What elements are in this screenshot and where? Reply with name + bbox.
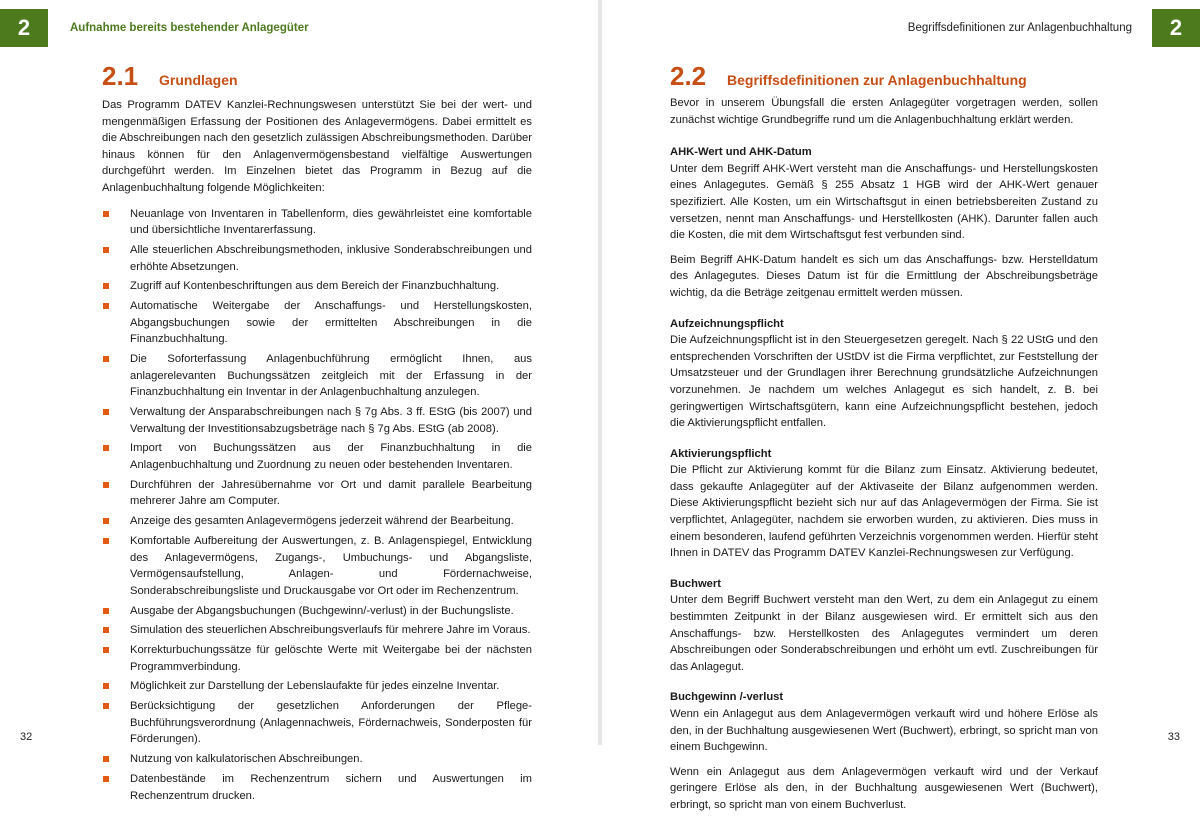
list-item-text: Import von Buchungssätzen aus der Finanzbuchhaltung in die Anlagenbuchhaltung und Zuordnung zu neuen oder bestehenden Inventaren. [130, 442, 532, 471]
term-paragraph: Unter dem Begriff Buchwert versteht man den Wert, zu dem ein Anlagegut zu einem bestimmten Zeitpunkt in der Bilanz ausgewiesen wird. Er ermittelt sich aus den Anschaffungs- bzw. Herstellkosten des Anlagegutes vermindert um deren Abschreibungen oder Sonderabschreibungen und erhöht um evtl. Zuschreibungen für das Anlagegut. [670, 594, 1098, 673]
list-item-text: Anzeige des gesamten Anlagevermögens jederzeit während der Bearbeitung. [130, 515, 514, 528]
list-item-text: Verwaltung der Ansparabschreibungen nach § 7g Abs. 3 ff. EStG (bis 2007) und Verwaltung der Investitionsabzugsbeträge nach § 7g Abs. EStG (ab 2008). [130, 406, 532, 435]
bullet-square-icon [103, 627, 109, 633]
term-heading: Aufzeichnungspflicht [670, 317, 784, 330]
bullet-square-icon [103, 445, 109, 451]
page-number: 33 [1167, 731, 1180, 743]
list-item [102, 751, 532, 768]
term-heading: Buchgewinn /-verlust [670, 691, 784, 704]
term-block [670, 316, 1098, 432]
list-item [102, 298, 532, 348]
term-paragraph: Beim Begriff AHK-Datum handelt es sich um das Anschaffungs- bzw. Herstelldatum des Anlagegutes. Dieses Datum ist für die Ermittlung der Abschreibungsbeträge wichtig, da die Beträge zeitgenau ermittelt werden müssen. [670, 253, 1098, 299]
section-heading [670, 61, 1027, 92]
chapter-number-box: 2 [0, 9, 48, 47]
list-item [102, 351, 532, 401]
list-item-text: Komfortable Aufbereitung der Auswertungen, z. B. Anlagenspiegel, Entwicklung des Anlagevermögens, Zugangs-, Umbuchungs- und Abgangsliste, Vermögensaufstellung, Anlagen- und Fördernachweise, Sonderabschreibungsliste und Druckausgabe vor Ort oder im Rechenzentrum. [130, 534, 532, 597]
list-item [102, 698, 532, 748]
intro-paragraph: Bevor in unserem Übungsfall die ersten Anlagegüter vorgetragen werden, sollen zunächst wichtige Grundbegriffe rund um die Anlagenbuchhaltung erklärt werden. [670, 97, 1098, 126]
term-paragraph: Die Pflicht zur Aktivierung kommt für die Bilanz zum Einsatz. Aktivierung bedeutet, dass gekaufte Anlagegüter auf der Aktivaseite der Bilanz aufgenommen werden. Diese Aktivierungspflicht bezieht sich nur auf das Anlagevermögen der Firma. Sie ist verpflichtet, Anlagegüter, nachdem sie erworben wurden, zu aktivieren. Dies muss in einem besonderen, laufend geführten Verzeichnis vorgenommen werden. Hierfür steht Ihnen in DATEV das Programm DATEV Kanzlei-Rechnungswesen zur Verfügung. [670, 464, 1098, 560]
list-item [102, 771, 532, 804]
list-item-text: Durchführen der Jahresübernahme vor Ort und damit parallele Bearbeitung mehrerer Jahre am Computer. [130, 478, 532, 508]
bullet-square-icon [103, 211, 109, 217]
list-item-text: Berücksichtigung der gesetzlichen Anforderungen der Pflege-Buchführungsverordnung (Anlagennachweis, Fördernachweis, Sonderposten für Förderungen). [130, 700, 532, 746]
section-number: 2.2 [670, 61, 707, 91]
list-item [102, 440, 532, 473]
term-block [670, 446, 1098, 562]
section-number: 2.1 [102, 61, 139, 91]
left-content [102, 97, 532, 807]
right-content [670, 95, 1098, 828]
running-header: Begriffsdefinitionen zur Anlagenbuchhaltung [907, 22, 1132, 34]
list-item-text: Automatische Weitergabe der Anschaffungs- und Herstellungskosten, Abgangsbuchungen sowie der ermittelten Abschreibungen in die Finanzbuchhaltung. [130, 300, 532, 346]
list-item-text: Nutzung von kalkulatorischen Abschreibungen. [130, 753, 363, 766]
left-page [0, 0, 598, 802]
list-item [102, 404, 532, 437]
section-heading [102, 61, 238, 92]
term-paragraph: Die Aufzeichnungspflicht ist in den Steuergesetzen geregelt. Nach § 22 UStG und den entsprechenden Vorschriften der UStDV ist die Firma verpflichtet, zur Feststellung der Umsatzsteuer und der Grundlagen ihrer Berechnung grundsätzliche Aufzeichnungen vorzunehmen. Je nachdem um welches Anlagegut es sich handelt, z. B. bei geringwertigen Wirtschaftsgütern, kann eine Aufzeichnungspflicht bestehen, jedoch die Aktivierungspflicht entfallen. [670, 334, 1098, 430]
list-item-text: Neuanlage von Inventaren in Tabellenform, dies gewährleistet eine komfortable und übersichtliche Inventarerfassung. [130, 207, 532, 237]
bullet-square-icon [103, 608, 109, 614]
bullet-square-icon [103, 703, 109, 709]
term-paragraph: Wenn ein Anlagegut aus dem Anlagevermögen verkauft wird und der Verkauf geringere Erlöse als den, in der Buchhaltung ausgewiesenen Wert (Buchwert), erbringt, so spricht man von einem Buchverlust. [670, 765, 1098, 811]
right-page [602, 0, 1200, 811]
feature-list [102, 206, 532, 805]
bullet-square-icon [103, 409, 109, 415]
bullet-square-icon [103, 683, 109, 689]
bullet-square-icon [103, 756, 109, 762]
list-item [102, 533, 532, 599]
list-item-text: Korrekturbuchungssätze für gelöschte Werte mit Weitergabe bei der nächsten Programmverbindung. [130, 644, 532, 673]
bullet-square-icon [103, 247, 109, 253]
chapter-number-box: 2 [1152, 9, 1200, 47]
term-block [670, 576, 1098, 676]
bullet-square-icon [103, 303, 109, 309]
list-item [102, 278, 532, 295]
term-block [670, 689, 1098, 813]
bullet-square-icon [103, 538, 109, 544]
bullet-square-icon [103, 482, 109, 488]
list-item-text: Die Soforterfassung Anlagenbuchführung ermöglicht Ihnen, aus anlagerelevanten Buchungssätzen zeitgleich mit der Erfassung in der Finanzbuchhaltung ein Inventar in der Anlagenbuchhaltung anzulegen. [130, 353, 532, 399]
term-definitions [670, 144, 1098, 813]
term-heading: Aktivierungspflicht [670, 447, 772, 460]
list-item-text: Datenbestände im Rechenzentrum sichern und Auswertungen im Rechenzentrum drucken. [130, 772, 532, 802]
list-item-text: Alle steuerlichen Abschreibungsmethoden, inklusive Sonderabschreibungen und erhöhte Absetzungen. [130, 243, 532, 273]
bullet-square-icon [103, 356, 109, 362]
bullet-square-icon [103, 647, 109, 653]
list-item [102, 242, 532, 275]
term-heading: AHK-Wert und AHK-Datum [670, 146, 812, 159]
list-item [102, 678, 532, 695]
term-block [670, 144, 1098, 301]
page-number: 32 [20, 731, 33, 743]
section-title: Begriffsdefinitionen zur Anlagenbuchhaltung [727, 72, 1027, 88]
list-item [102, 477, 532, 510]
section-title: Grundlagen [159, 72, 238, 88]
intro-paragraph: Das Programm DATEV Kanzlei-Rechnungswesen unterstützt Sie bei der wert- und mengenmäßigen Erfassung der Positionen des Anlagevermögens. Dabei ermittelt es die Abschreibungen nach den gesetzlich zulässigen Abschreibungsmethoden. Darüber hinaus können für den Anlagenvermögensbestand vielfältige Auswertungen durchgeführt werden. Im Einzelnen bietet das Programm in Bezug auf die Anlagenbuchhaltung folgende Möglichkeiten: [102, 99, 532, 194]
term-paragraph: Wenn ein Anlagegut aus dem Anlagevermögen verkauft wird und höhere Erlöse als den, in der Buchhaltung ausgewiesenen Wert (Buchwert), erbringt, so spricht man von einem Buchgewinn. [670, 708, 1098, 754]
bullet-square-icon [103, 518, 109, 524]
list-item [102, 642, 532, 675]
list-item-text: Möglichkeit zur Darstellung der Lebenslaufakte für jedes einzelne Inventar. [130, 680, 500, 693]
bullet-square-icon [103, 776, 109, 782]
list-item [102, 603, 532, 620]
list-item [102, 513, 532, 530]
running-header: Aufnahme bereits bestehender Anlagegüter [70, 22, 309, 34]
bullet-square-icon [103, 283, 109, 289]
list-item-text: Zugriff auf Kontenbeschriftungen aus dem Bereich der Finanzbuchhaltung. [130, 280, 500, 293]
term-heading: Buchwert [670, 577, 721, 590]
list-item [102, 206, 532, 239]
term-paragraph: Unter dem Begriff AHK-Wert versteht man die Anschaffungs- und Herstellungskosten eines Anlagegutes. Gemäß § 255 Absatz 1 HGB wird der AHK-Wert genauer spezifiziert. Alle Kosten, um ein Wirtschaftsgut in einen betriebsbereiten Zustand zu versetzen, nennt man Anschaffungs- und Herstellkosten (AHK). Darunter fallen auch die Kosten, die mit dem Wirtschaftsgut fest verbunden sind. [670, 162, 1098, 242]
list-item-text: Simulation des steuerlichen Abschreibungsverlaufs für mehrere Jahre im Voraus. [130, 624, 531, 637]
list-item-text: Ausgabe der Abgangsbuchungen (Buchgewinn/-verlust) in der Buchungsliste. [130, 604, 514, 617]
list-item [102, 622, 532, 639]
